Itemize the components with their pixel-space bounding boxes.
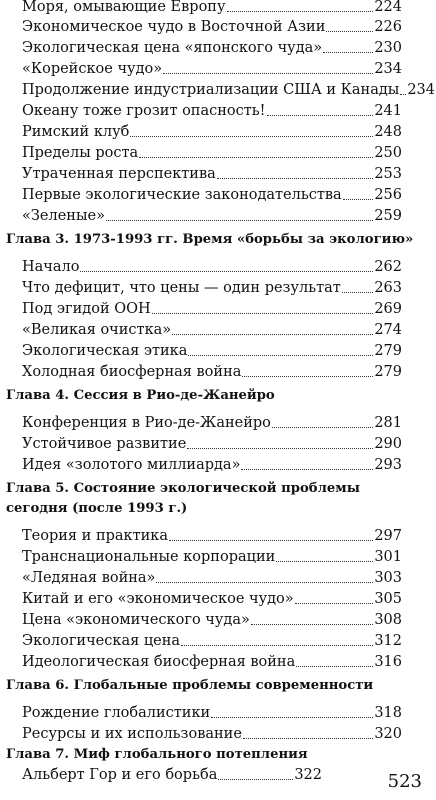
dot-leader (326, 31, 373, 32)
toc-entry-title: Что дефицит, что цены — один результат (22, 280, 341, 296)
toc-entry-page: 234 (407, 82, 436, 98)
toc-entry (22, 298, 402, 318)
toc-entry-title: «Зеленые» (22, 208, 105, 224)
toc-entry (22, 58, 402, 78)
dot-leader (267, 115, 374, 116)
toc-entry-page: 322 (294, 767, 322, 783)
toc-entry-title: Идея «золотого миллиарда» (22, 457, 241, 473)
toc-entry-page: 234 (374, 61, 402, 77)
toc-entry (22, 37, 402, 57)
chapter-heading: Глава 3. 1973-1993 гг. Время «борьбы за экологию» (6, 232, 414, 247)
toc-entry-page: 269 (374, 301, 402, 317)
toc-entry (22, 0, 402, 16)
toc-entry (22, 100, 402, 120)
toc-entry-page: 281 (374, 415, 402, 431)
dot-leader (211, 717, 373, 718)
dot-leader (139, 157, 373, 158)
dot-leader (218, 779, 293, 780)
toc-entry-title: Начало (22, 259, 80, 275)
toc-entry (22, 525, 402, 545)
toc-entry-title: Холодная биосферная война (22, 364, 242, 380)
toc-entry-page: 256 (374, 187, 402, 203)
toc-entry-title: Экологическая цена «японского чуда» (22, 40, 323, 56)
toc-entry (22, 16, 402, 36)
dot-leader (296, 666, 373, 667)
toc-entry (22, 454, 402, 474)
toc-entry-page: 230 (374, 40, 402, 56)
toc-entry-page: 241 (374, 103, 402, 119)
chapter-heading: Глава 6. Глобальные проблемы современности (6, 678, 374, 693)
toc-entry-page: 318 (374, 705, 402, 721)
dot-leader (80, 271, 373, 272)
toc-entry (22, 588, 402, 608)
toc-entry-page: 303 (374, 570, 402, 586)
toc-entry-title: Китай и его «экономическое чудо» (22, 591, 294, 607)
dot-leader (181, 645, 373, 646)
toc-entry-page: 274 (374, 322, 402, 338)
toc-entry (22, 702, 402, 722)
toc-entry-title: Идеологическая биосферная война (22, 654, 296, 670)
toc-entry-title: Транснациональные корпорации (22, 549, 276, 565)
toc-entry-title: Устойчивое развитие (22, 436, 187, 452)
dot-leader (343, 199, 374, 200)
toc-entry-title: Утраченная перспектива (22, 166, 216, 182)
toc-entry-page: 293 (374, 457, 402, 473)
toc-entry-title: Экологическая этика (22, 343, 188, 359)
toc-entry (22, 340, 402, 360)
dot-leader (156, 582, 373, 583)
toc-entry-title: Конференция в Рио-де-Жанейро (22, 415, 271, 431)
toc-entry (22, 433, 402, 453)
dot-leader (295, 603, 374, 604)
chapter-heading-line2: сегодня (после 1993 г.) (6, 501, 188, 516)
toc-entry-title: Океану тоже грозит опасность! (22, 103, 266, 119)
toc-entry-page: 263 (374, 280, 402, 296)
dot-leader (172, 334, 373, 335)
toc-entry-page: 312 (374, 633, 402, 649)
dot-leader (188, 355, 373, 356)
toc-entry-title: Экологическая цена (22, 633, 181, 649)
dot-leader (187, 448, 373, 449)
dot-leader (242, 376, 373, 377)
toc-entry (22, 609, 402, 629)
toc-entry-title: Экономическое чудо в Восточной Азии (22, 19, 326, 35)
toc-entry (22, 567, 402, 587)
toc-entry (22, 361, 402, 381)
dot-leader (152, 313, 374, 314)
toc-entry (22, 277, 402, 297)
dot-leader (163, 73, 373, 74)
toc-entry-page: 262 (374, 259, 402, 275)
dot-leader (400, 94, 406, 95)
toc-entry-page: 279 (374, 364, 402, 380)
toc-entry-page: 279 (374, 343, 402, 359)
toc-entry-title: Теория и практика (22, 528, 169, 544)
dot-leader (241, 469, 373, 470)
toc-entry-title: «Корейское чудо» (22, 61, 163, 77)
toc-entry-title: Первые экологические законодательства (22, 187, 342, 203)
toc-entry-page: 250 (374, 145, 402, 161)
toc-entry (22, 412, 402, 432)
toc-entry (22, 79, 436, 99)
toc-entry-title: «Ледяная война» (22, 570, 156, 586)
toc-entry-page: 320 (374, 726, 402, 742)
toc-entry-page: 224 (374, 0, 402, 15)
dot-leader (342, 292, 374, 293)
toc-entry-title: Римский клуб (22, 124, 130, 140)
dot-leader (276, 561, 373, 562)
dot-leader (323, 52, 373, 53)
toc-entry-title: Альберт Гор и его борьба (22, 767, 218, 783)
dot-leader (217, 178, 374, 179)
toc-entry (22, 121, 402, 141)
toc-entry-title: Продолжение индустриализации США и Канады (22, 82, 400, 98)
toc-entry-page: 308 (374, 612, 402, 628)
toc-entry (22, 163, 402, 183)
toc-entry-page: 316 (374, 654, 402, 670)
toc-entry (22, 142, 402, 162)
toc-entry-title: Моря, омывающие Европу (22, 0, 226, 15)
chapter-heading: Глава 5. Состояние экологической проблемы (6, 481, 360, 496)
toc-entry-page: 259 (374, 208, 402, 224)
toc-entry (22, 319, 402, 339)
dot-leader (227, 11, 374, 12)
toc-entry-title: Цена «экономического чуда» (22, 612, 250, 628)
dot-leader (243, 738, 373, 739)
toc-entry-title: Пределы роста (22, 145, 139, 161)
toc-entry-title: Ресурсы и их использование (22, 726, 242, 742)
dot-leader (251, 624, 373, 625)
toc-entry-page: 248 (374, 124, 402, 140)
toc-entry-page: 301 (374, 549, 402, 565)
toc-entry (22, 651, 402, 671)
toc-entry (22, 764, 322, 784)
toc-entry-title: Под эгидой ООН (22, 301, 151, 317)
dot-leader (272, 427, 373, 428)
toc-entry-page: 253 (374, 166, 402, 182)
toc-entry (22, 723, 402, 743)
dot-leader (130, 136, 373, 137)
toc-entry-title: «Великая очистка» (22, 322, 172, 338)
page-number: 523 (387, 771, 422, 792)
toc-entry-page: 297 (374, 528, 402, 544)
dot-leader (169, 540, 373, 541)
toc-entry (22, 205, 402, 225)
toc-entry-page: 305 (374, 591, 402, 607)
toc-entry (22, 630, 402, 650)
toc-entry (22, 184, 402, 204)
toc-entry-page: 226 (374, 19, 402, 35)
toc-entry-title: Рождение глобалистики (22, 705, 211, 721)
chapter-heading: Глава 4. Сессия в Рио-де-Жанейро (6, 388, 275, 403)
toc-entry-page: 290 (374, 436, 402, 452)
chapter-heading: Глава 7. Миф глобального потепления (6, 747, 308, 762)
toc-entry (22, 546, 402, 566)
toc-entry (22, 256, 402, 276)
dot-leader (106, 220, 373, 221)
